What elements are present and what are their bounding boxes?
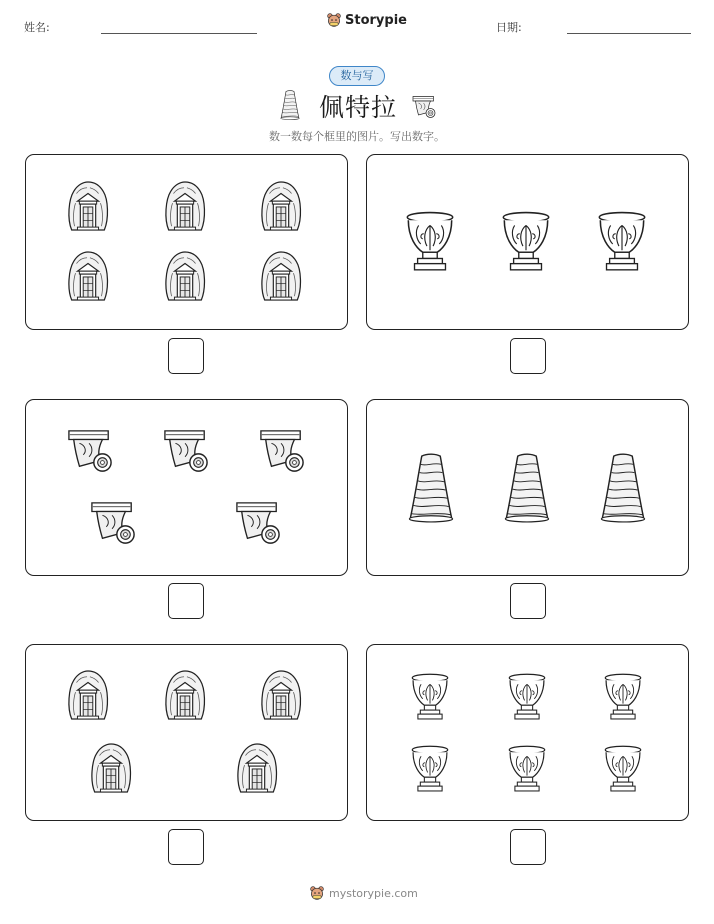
name-label: 姓名:	[24, 21, 50, 34]
count-panel-3	[25, 399, 348, 576]
rock-spire-icon	[279, 89, 301, 121]
column-capital-icon	[411, 95, 437, 119]
rock-cut-doorway-icon	[161, 669, 209, 721]
count-panel-5	[25, 644, 348, 821]
answer-box-1[interactable]	[168, 338, 204, 374]
count-panel-2	[366, 154, 689, 330]
rock-cut-doorway-icon	[161, 250, 209, 302]
carved-urn-icon	[504, 673, 550, 723]
rock-cut-doorway-icon	[64, 180, 112, 232]
answer-box-4[interactable]	[510, 583, 546, 619]
carved-urn-icon	[401, 211, 459, 275]
carved-urn-icon	[407, 673, 453, 723]
answer-box-3[interactable]	[168, 583, 204, 619]
rock-cut-doorway-icon	[257, 669, 305, 721]
answer-box-2[interactable]	[510, 338, 546, 374]
carved-urn-icon	[600, 745, 646, 795]
count-panel-6	[366, 644, 689, 821]
rock-cut-doorway-icon	[257, 250, 305, 302]
column-capital-icon	[234, 500, 282, 546]
carved-urn-icon	[600, 673, 646, 723]
column-capital-icon	[66, 428, 114, 474]
rock-cut-doorway-icon	[233, 742, 281, 794]
date-line[interactable]	[567, 33, 691, 34]
date-label: 日期:	[496, 21, 522, 34]
footer-url[interactable]: mystorypie.com	[329, 886, 418, 900]
rock-spire-icon	[501, 452, 553, 524]
footer	[309, 885, 418, 901]
bear-mascot-icon	[309, 885, 325, 901]
page-title: 佩特拉	[319, 93, 398, 122]
rock-spire-icon	[597, 452, 649, 524]
carved-urn-icon	[593, 211, 651, 275]
rock-spire-icon	[405, 452, 457, 524]
brand-name: Storypie	[345, 12, 407, 28]
answer-box-6[interactable]	[510, 829, 546, 865]
count-panel-4	[366, 399, 689, 576]
answer-box-5[interactable]	[168, 829, 204, 865]
carved-urn-icon	[504, 745, 550, 795]
rock-cut-doorway-icon	[64, 669, 112, 721]
column-capital-icon	[162, 428, 210, 474]
carved-urn-icon	[497, 211, 555, 275]
instruction: 数一数每个框里的图片。写出数字。	[269, 130, 445, 143]
rock-cut-doorway-icon	[87, 742, 135, 794]
rock-cut-doorway-icon	[257, 180, 305, 232]
column-capital-icon	[258, 428, 306, 474]
category-badge: 数与写	[329, 66, 385, 86]
carved-urn-icon	[407, 745, 453, 795]
bear-mascot-icon	[326, 12, 342, 28]
brand	[326, 12, 407, 28]
count-panel-1	[25, 154, 348, 330]
rock-cut-doorway-icon	[64, 250, 112, 302]
rock-cut-doorway-icon	[161, 180, 209, 232]
column-capital-icon	[89, 500, 137, 546]
name-line[interactable]	[101, 33, 257, 34]
